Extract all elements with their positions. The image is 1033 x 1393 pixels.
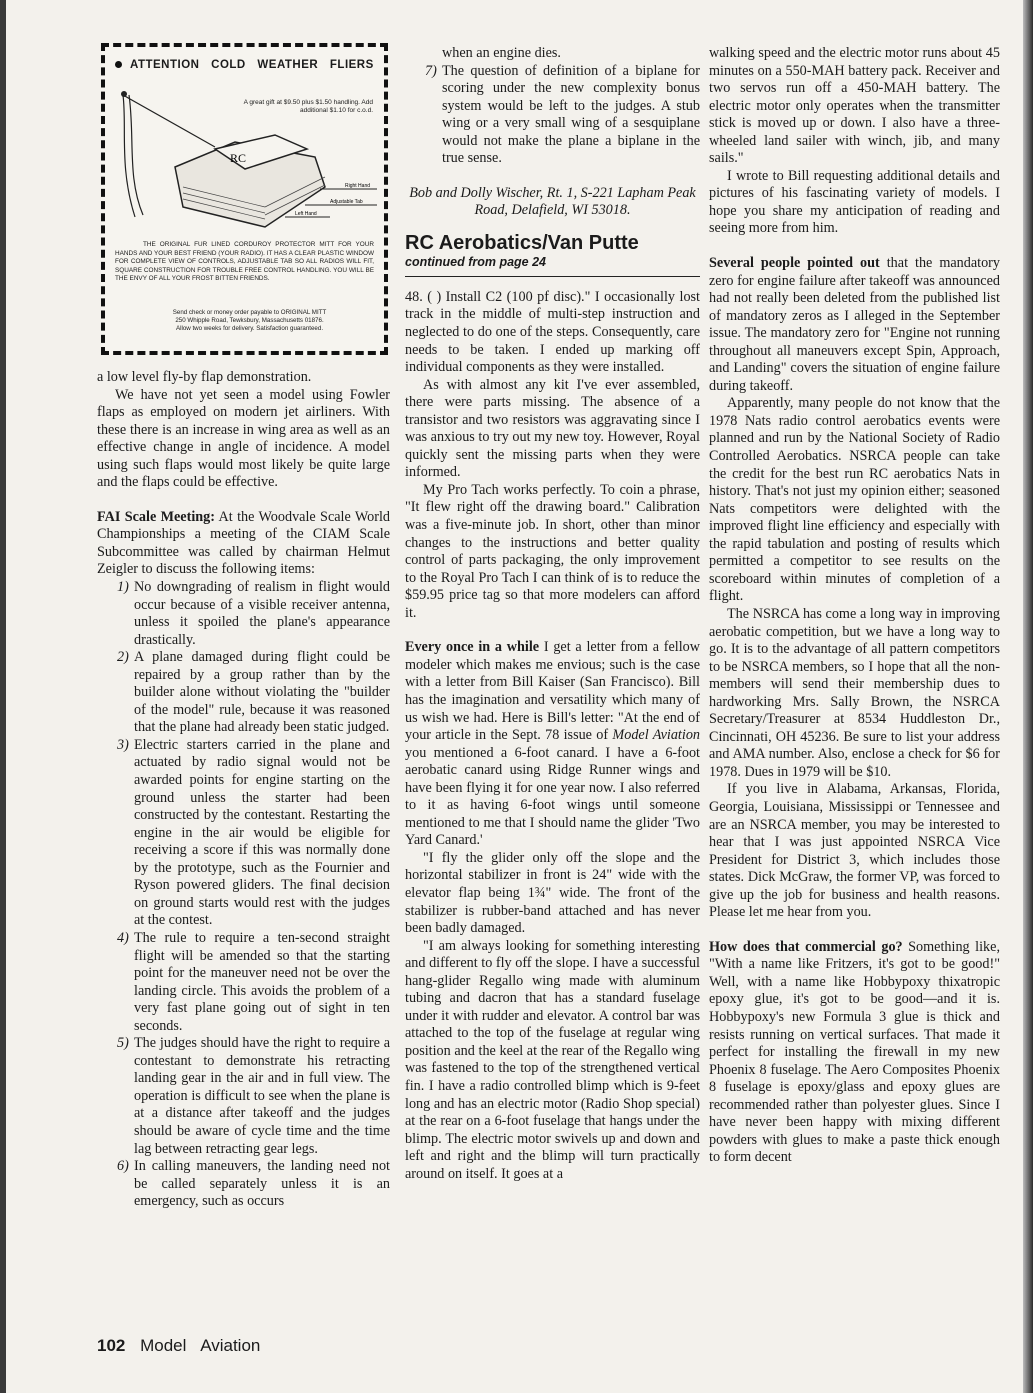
- magazine-title: Model Aviation: [612, 727, 701, 744]
- paragraph: "I am always looking for something interesting and different to fly off the slope. I have a successful hang-glider Regallo wing made with aluminum tubing and dacron that has a standard fuselage under it with rudder and elevator. A control bar was attached to the top of the fuselage at regular wing position and the keel at the rear of the Regallo wing was fastened to the top of the strengthened vertical fin. I have a radio controlled blimp which is 9-feet long and has an electric motor (Radio Shop special) at the rear on a 6-foot fuselage that hangs under the blimp. The electric motor swivels up and down and left and right and the blimp will turn practically around on itself. It goes at a: [405, 937, 700, 1182]
- item-number: 6): [117, 1158, 129, 1175]
- item-text: The judges should have the right to require a contestant to demonstrate his retracting landing gear in the air and in full view. The operation is difficult to see when the plane is at a distance after takeoff and the judges should be aware of cycle time and the time lag between retracting gear legs.: [134, 1035, 390, 1157]
- author-signature: Bob and Dolly Wischer, Rt. 1, S-221 Lapham Peak Road, Delafield, WI 53018.: [409, 184, 696, 219]
- item-text: No downgrading of realism in flight would occur because of a visible receiver antenna, unless it spoiled the plane's appearance drastically.: [134, 579, 390, 648]
- item-number: 5): [117, 1035, 129, 1052]
- ad-price: A great gift at $9.50 plus $1.50 handling. Add additional $1.10 for c.o.d.: [243, 99, 373, 114]
- label-right-hand: Right Hand: [345, 183, 371, 189]
- lead-in: How does that commercial go?: [709, 938, 903, 955]
- paragraph: I wrote to Bill requesting additional details and pictures of his fascinating variety of models. I hope you share my anticipation of reading and seeing more from him.: [709, 167, 1000, 237]
- scan-edge-right: [1023, 0, 1033, 1393]
- paragraph: Apparently, many people do not know that the 1978 Nats radio control aerobatics events were planned and run by the National Society of Radio Controlled Aerobatics. NSRCA people can take the credit for the best run RC aerobatics Nats in history. That's not just my opinion either; seasoned Nats competitors were delighted with the improved flight line efficiency and especially with the rapid tabulation and posting of results which permitted a competitor to see results on the scoreboard within minutes of completion of a flight.: [709, 395, 1000, 605]
- paragraph: a low level fly-by flap demonstration.: [97, 369, 312, 385]
- item-text: The question of definition of a biplane for scoring under the new complexity bonus system would be left to the judges. A stub wing or a very small wing of a sesquiplane would not make the plane a biplane in the true sense.: [442, 62, 700, 167]
- label-left-hand: Left Hand: [295, 211, 317, 217]
- paragraph-text: At the Woodvale Scale World Championships a meeting of the CIAM Scale Subcommittee was called by chairman Helmut Zeigler to discuss the following items:: [97, 508, 390, 578]
- paragraph: The NSRCA has come a long way in improving aerobatic competition, but we have a long way to go. It is to the advantage of all pattern competitors to be NSRCA members, so I hope that all the non-members will send their membership dues to hardworking Mrs. Sally Brown, the NSRCA Secretary/Treasurer at 8534 Huddleston Dr., Cincinnati, OH 45236. Be sure to list your address and AMA number. Also, enclose a check for $6 for 1978. Dues in 1979 will be $10.: [709, 605, 1000, 780]
- page-number: 102: [97, 1336, 126, 1355]
- ad-title-text: ATTENTION COLD WEATHER FLIERS: [130, 59, 374, 71]
- paragraph-mandatory-zero: [709, 255, 1000, 395]
- list-item: [97, 1158, 390, 1211]
- paragraph: walking speed and the electric motor runs about 45 minutes on a 550-MAH battery pack. Receiver and two servos run off a 450-MAH battery. The electric motor only operates when the transmitter stick is moved up or down. I also have a three-wheeled land sailer with winch, jib, and many sails.": [709, 45, 1000, 167]
- item-text: A plane damaged during flight could be repaired by a group rather than by the builder alone without violating the "builder of the model" rule, because it was reasoned that the plane had already been static judged.: [134, 649, 390, 736]
- item-text: Electric starters carried in the plane and actuated by radio signal would not be awarded points for engine starting on the ground unless the starter had been constructed by the contestant. Restarting the engine in the air would be eligible for receiving a score if this was normally done by the prototype, such as the Fournier and Ryson powered gliders. The final decision on ground starts would rest with the judges at the contest.: [134, 736, 390, 929]
- paragraph: As with almost any kit I've ever assembled, there were parts missing. The absence of a transistor and two resistors was aggravating since I was anxious to try out my new toy. However, Royal quickly sent the missing parts when they were informed.: [405, 376, 700, 481]
- lead-in: Several people pointed out: [709, 255, 880, 272]
- list-item: [97, 737, 390, 930]
- item-text: In calling maneuvers, the landing need not be called separately unless it is an emergency, such as occurs: [134, 1158, 390, 1210]
- paragraph-fai-scale: [97, 509, 390, 579]
- item-number: 7): [425, 62, 437, 79]
- bullet-icon: [115, 61, 122, 68]
- lead-in: Every once in a while: [405, 639, 540, 656]
- item-number: 4): [117, 929, 129, 946]
- column-1: [97, 369, 390, 1211]
- list-item: [97, 930, 390, 1035]
- ad-title: [115, 59, 374, 71]
- svg-text:RC: RC: [230, 151, 247, 165]
- paragraph: "I fly the glider only off the slope and the horizontal stabilizer in front is 24" wide with the elevator flap being 1¾" wide. The front of the stabilizer is rubber-band attached and has never been badly damaged.: [405, 849, 700, 937]
- column-2: [405, 45, 700, 1183]
- item-text: The rule to require a ten-second straight flight will be amended so that the starting point for the maneuver need not be over the landing circle. This avoids the problem of a very fast plane going out of sight in ten seconds.: [134, 929, 390, 1034]
- continued-from-note: continued from page 24: [405, 254, 700, 277]
- scan-edge-left: [0, 0, 6, 1393]
- advertisement-original-mitt: [101, 43, 388, 355]
- mitt-illustration-icon: [115, 87, 380, 237]
- page-footer: [97, 1336, 260, 1356]
- ad-order-info: [125, 309, 374, 333]
- list-item: [97, 1035, 390, 1158]
- paragraph-text: Something like, "With a name like Fritzers, it's got to be good!" Well, with a name like Hobbypoxy thixatropic epoxy glue, it's got to be good—and it is. Hobbypoxy's new Formula 3 glue is thick and resists running on vertical surfaces. That made it perfect for installing the firewall in my new Phoenix 8 fuselage. The Aero Composites Phoenix 8 fuselage is epoxy/glass and epoxy glues are recommended rather than polyester glues. Since I have never been happy with mixing different powders with glues to make a paste thick enough to form decent: [709, 938, 1000, 1166]
- paragraph-text: you mentioned a 6-foot canard. I have a 6-foot aerobatic canard using Ridge Runner wings and have been flying it for one year now. I also referred to it as having 6-foot wings until someone mentioned to me that I should name the glider 'Two Yard Canard.': [405, 744, 700, 849]
- list-item: [97, 649, 390, 737]
- ad-send-line: Allow two weeks for delivery. Satisfaction guaranteed.: [175, 325, 324, 332]
- item-number: 3): [117, 736, 129, 753]
- paragraph: when an engine dies.: [442, 45, 561, 61]
- paragraph: 48. ( ) Install C2 (100 pf disc)." I occasionally lost track in the middle of multi-step instruction and neglected to do one of the steps. Consequently, care needs to be taken. I ended up marking off individual components as they were installed.: [405, 288, 700, 376]
- paragraph: We have not yet seen a model using Fowler flaps as employed on modern jet airliners. With these there is an increase in wing area as well as an effective change in angle of incidence. A model using such flaps would most likely be quite large and the flaps could be effective.: [97, 386, 390, 491]
- list-item: [97, 579, 390, 649]
- paragraph-commercial: [709, 939, 1000, 1167]
- column-3: [709, 45, 1000, 1167]
- ad-send-line: Send check or money order payable to ORIGINAL MITT: [172, 309, 327, 316]
- item-number: 1): [117, 579, 129, 596]
- label-adjustable-tab: Adjustable Tab: [330, 199, 363, 205]
- item-number: 2): [117, 649, 129, 666]
- ad-send-line: 250 Whipple Road, Tewksbury, Massachusetts 01876.: [175, 317, 324, 324]
- paragraph: My Pro Tach works perfectly. To coin a phrase, "It flew right off the drawing board." Calibration was a five-minute job. In short, other than minor changes to the instructions and better quality control of parts packaging, the only improvement to the Royal Pro Tach I can think of is to reduce the $59.95 price tag so that more modelers can afford it.: [405, 481, 700, 621]
- list-item: [405, 63, 700, 168]
- lead-in: FAI Scale Meeting:: [97, 508, 215, 525]
- paragraph-text: I get a letter from a fellow modeler which makes me envious; such is the case with a letter from Bill Kaiser (San Francisco). Bill has the imagination and versatility which many of us wish we had. Here is Bill's letter: "At the end of your article in the Sept. 78 issue of: [405, 639, 700, 744]
- paragraph-letter: [405, 639, 700, 850]
- paragraph-text: that the mandatory zero for engine failure after takeoff was announced had not really been deleted from the published list of mandatory zeros as I alleged in the September issue. The mandatory zero for "Engine not running throughout all maneuvers except Spin, Approach, and Landing" covers the situation of engine failure during takeoff.: [709, 255, 1001, 394]
- magazine-name: Model Aviation: [140, 1336, 261, 1355]
- ad-body: THE ORIGINAL FUR LINED CORDUROY PROTECTOR MITT FOR YOUR HANDS AND YOUR BEST FRIEND (YOUR RADIO). IT HAS A CLEAR PLASTIC WINDOW FOR COMPLETE VIEW OF CONTROLS, ADJUSTABLE TAB SO ALL RADIOS WILL FIT, SQUARE CONSTRUCTION FOR TROUBLE FREE CONTROL HANDLING. YOU WILL BE THE ENVY OF ALL YOUR FROST BITTEN FRIENDS.: [115, 241, 374, 283]
- paragraph: If you live in Alabama, Arkansas, Florida, Georgia, Louisiana, Mississippi or Tennessee and are an NSRCA member, you may be interested to hear that I was just appointed NSRCA Vice President for District 3, which includes those states. Dick McGraw, the former VP, was forced to give up the job for business and health reasons. Please let me hear from you.: [709, 781, 1000, 921]
- section-heading: RC Aerobatics/Van Putte: [405, 231, 639, 254]
